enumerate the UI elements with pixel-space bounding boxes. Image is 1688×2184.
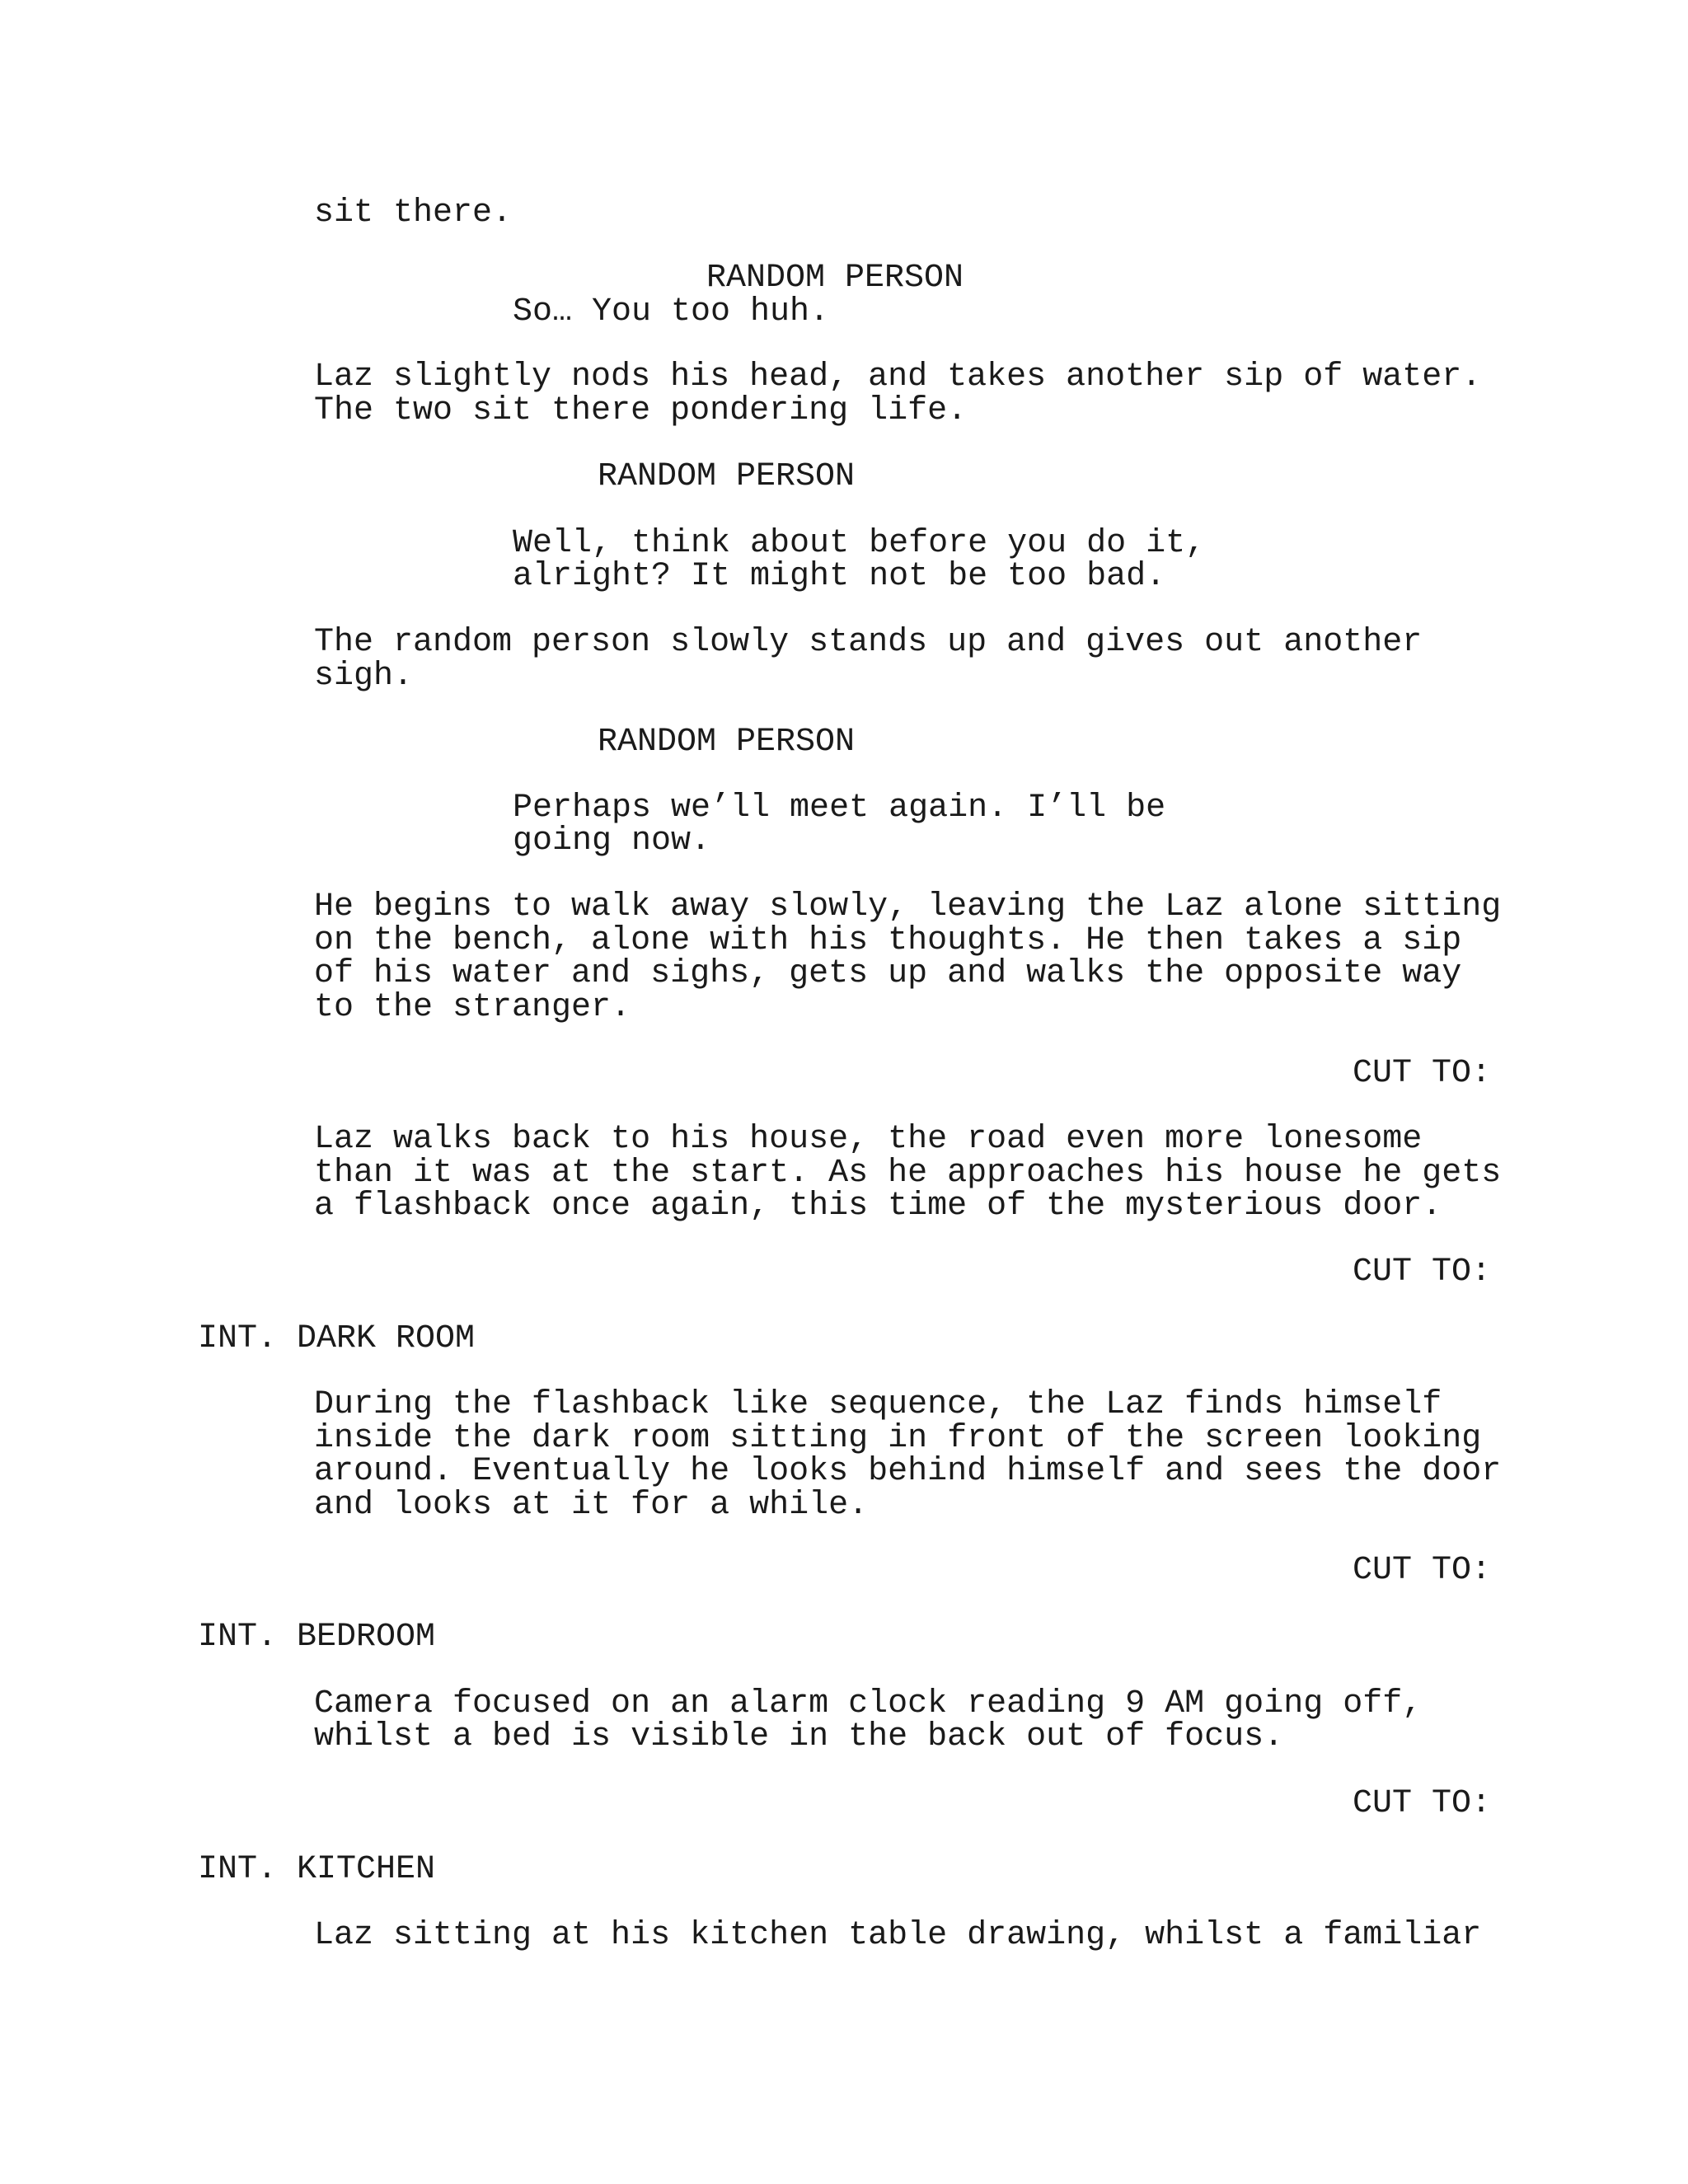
action-line: Laz walks back to his house, the road even more lonesome (314, 1121, 1423, 1158)
action-line: Camera focused on an alarm clock reading 9 AM going off, (314, 1685, 1423, 1722)
scene-heading: INT. DARK ROOM (198, 1320, 476, 1357)
action-line: He begins to walk away slowly, leaving the Laz alone sitting (314, 888, 1502, 926)
character-name: RANDOM PERSON (598, 724, 856, 761)
character-name: RANDOM PERSON (706, 260, 964, 297)
action-line: of his water and sighs, gets up and walks the opposite way (314, 955, 1462, 992)
dialogue-line: Perhaps we’ll meet again. I’ll be (513, 790, 1166, 827)
action-line: on the bench, alone with his thoughts. He then takes a sip (314, 922, 1462, 959)
action-line: and looks at it for a while. (314, 1487, 869, 1524)
action-line: sigh. (314, 658, 414, 695)
dialogue-line: Well, think about before you do it, (513, 525, 1206, 562)
action-line: to the stranger. (314, 989, 631, 1026)
dialogue-line: So… You too huh. (513, 293, 830, 330)
scene-heading: INT. KITCHEN (198, 1851, 436, 1888)
transition-cut-to: CUT TO: (1353, 1552, 1492, 1589)
transition-cut-to: CUT TO: (1353, 1254, 1492, 1291)
action-line: whilst a bed is visible in the back out of focus. (314, 1718, 1284, 1755)
action-line: inside the dark room sitting in front of the screen looking (314, 1420, 1482, 1457)
action-line: than it was at the start. As he approaches his house he gets (314, 1155, 1502, 1192)
action-line: a flashback once again, this time of the mysterious door. (314, 1188, 1442, 1225)
scene-heading: INT. BEDROOM (198, 1619, 436, 1656)
dialogue-line: alright? It might not be too bad. (513, 558, 1166, 595)
action-line: Laz slightly nods his head, and takes another sip of water. (314, 359, 1482, 396)
action-line: Laz sitting at his kitchen table drawing, whilst a familiar (314, 1917, 1482, 1954)
transition-cut-to: CUT TO: (1353, 1785, 1492, 1822)
action-line: sit there. (314, 194, 513, 232)
dialogue-line: going now. (513, 823, 711, 860)
action-line: around. Eventually he looks behind himself and sees the door (314, 1453, 1502, 1490)
action-line: The two sit there pondering life. (314, 392, 968, 429)
action-line: During the flashback like sequence, the Laz finds himself (314, 1386, 1442, 1423)
transition-cut-to: CUT TO: (1353, 1055, 1492, 1092)
character-name: RANDOM PERSON (598, 458, 856, 495)
action-line: The random person slowly stands up and gives out another (314, 624, 1423, 661)
